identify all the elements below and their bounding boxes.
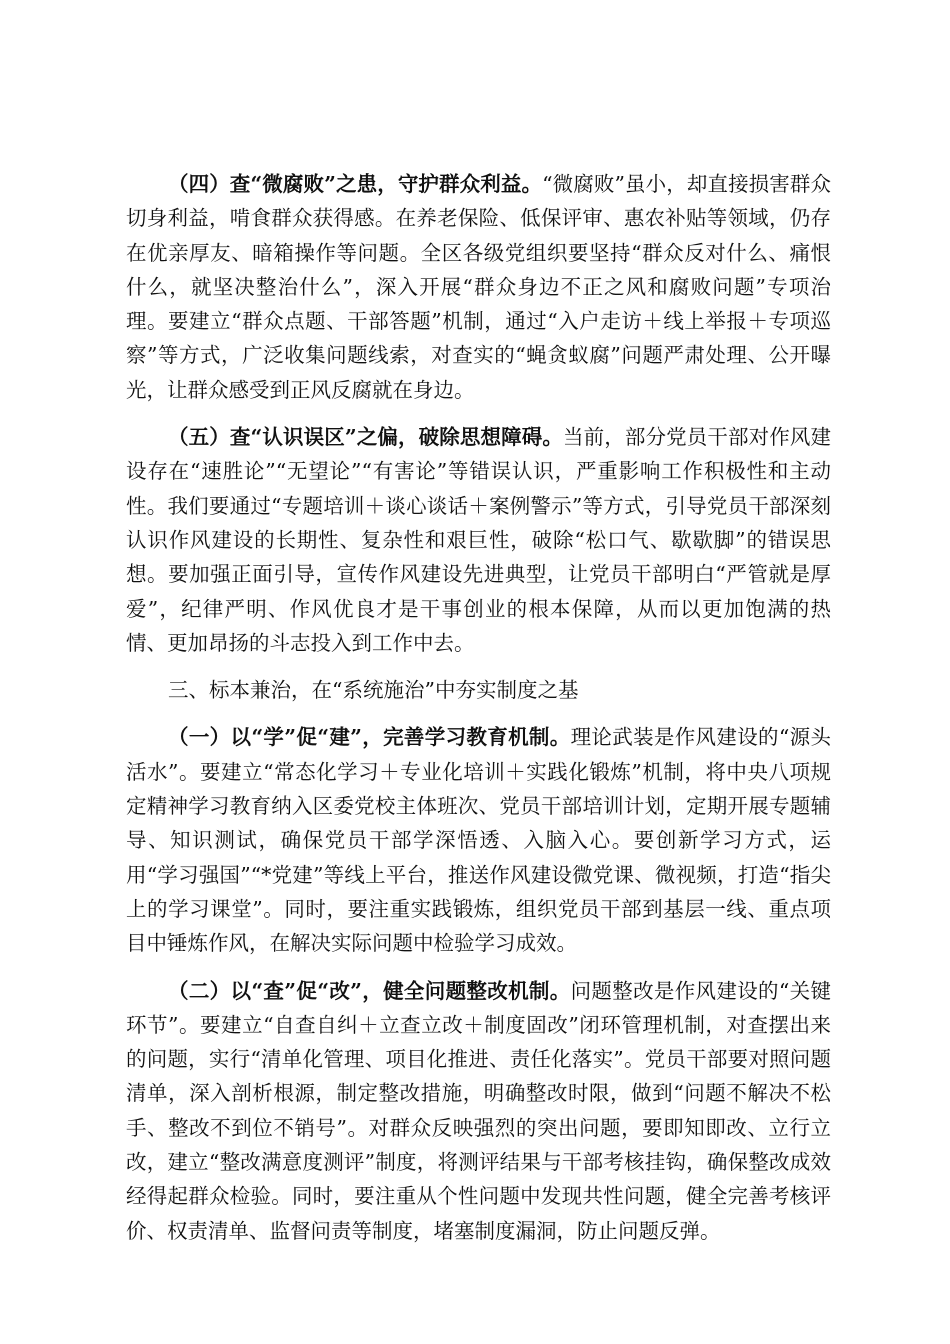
paragraph-text: 当前，部分党员干部对作风建设存在“速胜论”“无望论”“有害论”等错误认识，严重影响工作积极性和主动性。我们要通过“专题培训＋谈心谈话＋案例警示”等方式，引导党员干部深刻认识作风建设的长期性、复杂性和艰巨性，破除“松口气、歇歇脚”的错误思想。要加强正面引导，宣传作风建设先进典型，让党员干部明白“严管就是厚爱”，纪律严明、作风优良才是干事创业的根本保障，从而以更加饱满的热情、更加昂扬的斗志投入到工作中去。 — [126, 425, 831, 655]
section-heading: 三、标本兼治，在“系统施治”中夯实制度之基 — [168, 678, 579, 703]
paragraph-lead: （一）以“学”促“建”，完善学习教育机制。 — [168, 725, 571, 750]
paragraph-learning-mechanism — [126, 720, 831, 960]
paragraph-text: 理论武装是作风建设的“源头活水”。要建立“常态化学习＋专业化培训＋实践化锻炼”机制，将中央八项规定精神学习教育纳入区委党校主体班次、党员干部培训计划，定期开展专题辅导、知识测试，确保党员干部学深悟透、入脑入心。要创新学习方式，运用“学习强国”“*党建”等线上平台，推送作风建设微党课、微视频，打造“指尖上的学习课堂”。同时，要注重实践锻炼，组织党员干部到基层一线、重点项目中锤炼作风，在解决实际问题中检验学习成效。 — [126, 725, 832, 956]
document-body — [126, 167, 831, 1261]
paragraph-rectification-mechanism — [126, 974, 831, 1248]
paragraph-lead: （四）查“微腐败”之患，守护群众利益。 — [168, 172, 543, 196]
paragraph-misconceptions — [126, 420, 831, 660]
paragraph-lead: （五）查“认识误区”之偏，破除思想障碍。 — [168, 425, 564, 450]
paragraph-text: 问题整改是作风建设的“关键环节”。要建立“自查自纠＋立查立改＋制度固改”闭环管理机制，对查摆出来的问题，实行“清单化管理、项目化推进、责任化落实”。党员干部要对照问题清单，深入剖析根源，制定整改措施，明确整改时限，做到“问题不解决不松手、整改不到位不销号”。对群众反映强烈的突出问题，要即知即改、立行立改，建立“整改满意度测评”制度，将测评结果与干部考核挂钩，确保整改成效经得起群众检验。同时，要注重从个性问题中发现共性问题，健全完善考核评价、权责清单、监督问责等制度，堵塞制度漏洞，防止问题反弹。 — [126, 978, 832, 1243]
paragraph-micro-corruption — [126, 167, 831, 407]
paragraph-lead: （二）以“查”促“改”，健全问题整改机制。 — [168, 978, 571, 1003]
paragraph-text: “微腐败”虽小，却直接损害群众切身利益，啃食群众获得感。在养老保险、低保评审、惠农补贴等领域，仍存在优亲厚友、暗箱操作等问题。全区各级党组织要坚持“群众反对什么、痛恨什么，就坚决整治什么”，深入开展“群众身边不正之风和腐败问题”专项治理。要建立“群众点题、干部答题”机制，通过“入户走访＋线上举报＋专项巡察”等方式，广泛收集问题线索，对查实的“蝇贪蚁腐”问题严肃处理、公开曝光，让群众感受到正风反腐就在身边。 — [126, 172, 831, 402]
